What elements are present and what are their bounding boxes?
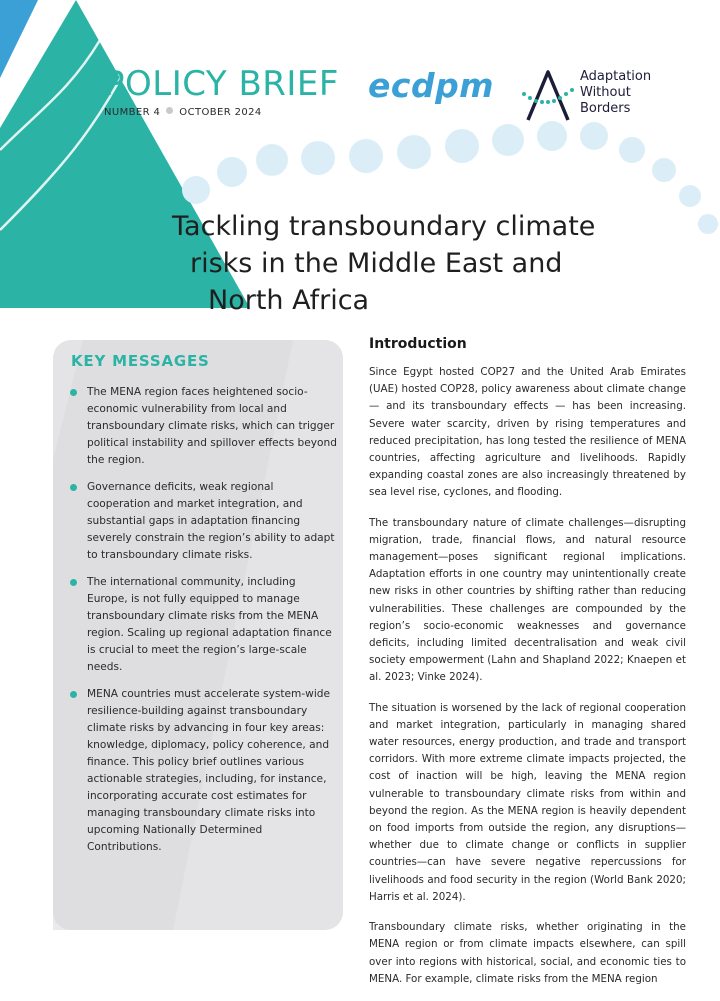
list-item [67, 574, 337, 676]
key-message-text: Governance deficits, weak regional cooperation and market integration, and substantial gaps in adaptation financing severely constrain the region’s ability to adapt to transboundary climate risks. [87, 481, 335, 561]
awb-a-mark-icon [518, 66, 578, 126]
ecdpm-logo: ecdpm [368, 66, 495, 105]
key-message-text: The international community, including Europe, is not fully equipped to manage transboundary climate risks from the MENA region. Scaling up regional adaptation finance is crucial to meet the region’s large-scale needs. [87, 576, 332, 673]
bullet-icon [70, 389, 77, 396]
issue-number: NUMBER 4 [104, 107, 161, 118]
paragraph: The situation is worsened by the lack of regional cooperation and market integration, particularly in managing shared water resources, energy production, and trade and transport corridors. With more extreme climate impacts projected, the cost of inaction will be high, leaving the MENA region vulnerable to transboundary climate risks from within and beyond the region. As the MENA region is heavily dependent on food imports from outside the region, any disruptions—whether due to climate change or conflicts in supplier countries—can have severe negative repercussions for livelihoods and food security in the region (World Bank 2020; Harris et al. 2024). [369, 701, 686, 903]
bullet-icon [70, 691, 77, 698]
paragraph: Since Egypt hosted COP27 and the United Arab Emirates (UAE) hosted COP28, policy awareness about climate change — and its transboundary effects — has been increasing. Severe water scarcity, driven by rising temperatures and reduced precipitation, has long tested the resilience of MENA countries, affecting agriculture and livelihoods. Rapidly expanding coastal zones are also increasingly threatened by sea level rise, cyclones, and flooding. [369, 366, 686, 499]
policy-brief-label: POLICY BRIEF [104, 64, 339, 104]
document-title [172, 208, 672, 319]
awb-logo-text [580, 69, 651, 117]
key-message-text: MENA countries must accelerate system-wide resilience-building against transboundary climate risks by advancing in four key areas: knowledge, diplomacy, policy coherence, and finance. This policy brief outlines various actionable strategies, including, for instance, incorporating accurate cost estimates for managing transboundary climate risks into upcoming Nationally Determined Contributions. [87, 688, 331, 853]
list-item [67, 686, 337, 856]
separator-dot-icon [166, 107, 173, 114]
key-messages-panel [53, 340, 343, 930]
key-messages-heading: KEY MESSAGES [71, 352, 210, 370]
title-line: Tackling transboundary climate [172, 211, 596, 242]
introduction-body [369, 364, 686, 1001]
key-messages-list [67, 384, 337, 866]
blue-corner-shape [0, 0, 38, 78]
issue-meta [104, 107, 262, 118]
awb-line: Borders [580, 101, 631, 116]
awb-line: Adaptation [580, 69, 652, 84]
issue-date: OCTOBER 2024 [179, 107, 262, 118]
paragraph: Transboundary climate risks, whether originating in the MENA region or from climate impacts elsewhere, can spill over into regions with historical, social, and economic ties to MENA. For example, climate risks from the MENA region [369, 921, 686, 985]
paragraph: The transboundary nature of climate challenges—disrupting migration, trade, financial flows, and natural resource management—poses significant regional implications. Adaptation efforts in one country may unintentionally create new risks in other countries by shifting rather than reducing vulnerabilities. These challenges are compounded by the region’s socio-economic weaknesses and governance deficits, including limited decentralisation and weak civil society empowerment (Lahn and Shapland 2022; Knaepen et al. 2023; Vinke 2024). [369, 516, 686, 684]
title-line: North Africa [208, 285, 370, 316]
introduction-heading: Introduction [369, 336, 467, 352]
list-item [67, 479, 337, 564]
bullet-icon [70, 579, 77, 586]
list-item [67, 384, 337, 469]
title-line: risks in the Middle East and [190, 248, 563, 279]
key-message-text: The MENA region faces heightened socio-economic vulnerability from local and transboundary climate risks, which can trigger political instability and spillover effects beyond the region. [87, 386, 337, 466]
bullet-icon [70, 484, 77, 491]
awb-line: Without [580, 85, 631, 100]
